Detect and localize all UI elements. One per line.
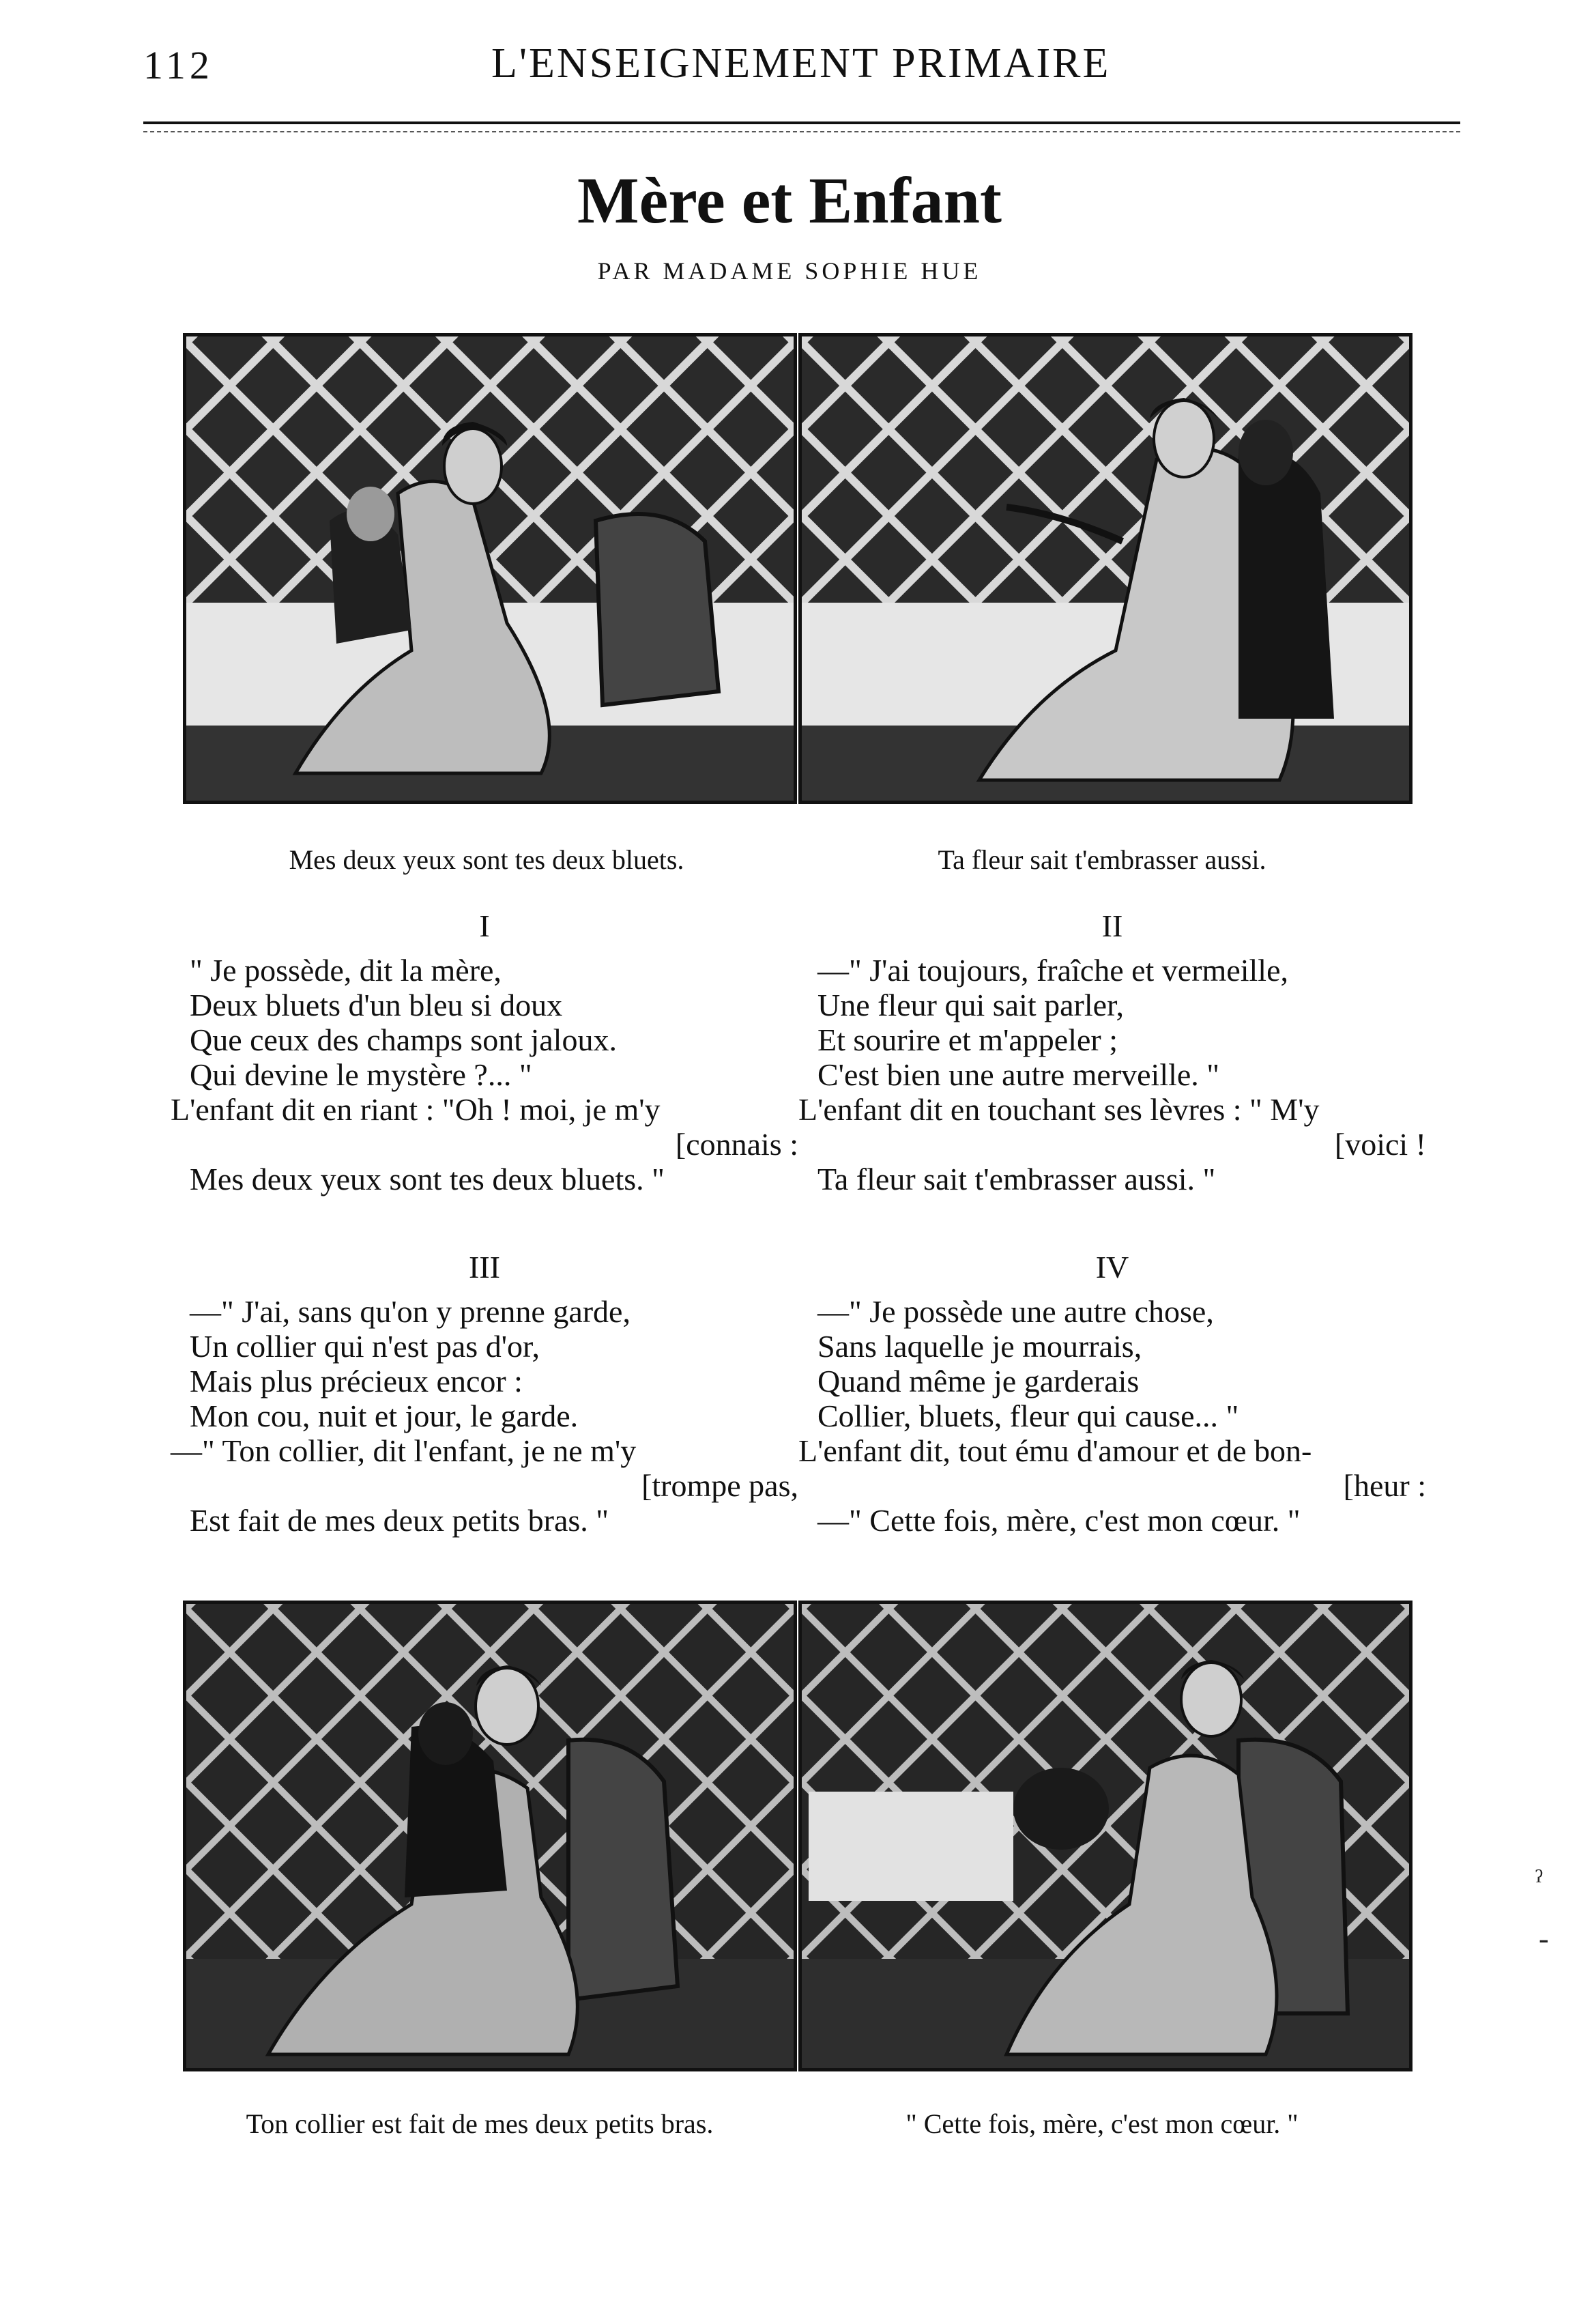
stanza-line: Qui devine le mystère ?... " [190, 1057, 532, 1092]
stanza-4 [798, 1294, 1426, 1538]
stanza-line: Est fait de mes deux petits bras. " [190, 1503, 609, 1538]
caption-bottom-right: " Cette fois, mère, c'est mon cœur. " [906, 2108, 1299, 2139]
illustration-top-left [183, 333, 797, 804]
caption-top-right: Ta fleur sait t'embrasser aussi. [938, 844, 1266, 875]
stanza-line: Et sourire et m'appeler ; [817, 1022, 1118, 1057]
stanza-line: —" J'ai, sans qu'on y prenne garde, [190, 1294, 631, 1329]
stanza-line: Quand même je garderais [817, 1364, 1140, 1398]
scan-artifact-mark: ˀ [1535, 1864, 1543, 1897]
stanza-numeral-4: IV [1095, 1250, 1129, 1285]
article-title: Mère et Enfant [577, 164, 1002, 237]
stanza-line: —" Ton collier, dit l'enfant, je ne m'y [171, 1433, 637, 1468]
stanza-line: Mais plus précieux encor : [190, 1364, 523, 1398]
stanza-numeral-1: I [479, 908, 490, 943]
engraving-child-embracing-mother [186, 1604, 794, 2068]
stanza-line: Sans laquelle je mourrais, [817, 1329, 1142, 1364]
engraving-mother-child-seated [186, 336, 794, 801]
stanza-line: —" J'ai toujours, fraîche et vermeille, [817, 953, 1288, 988]
stanza-line: Un collier qui n'est pas d'or, [190, 1329, 540, 1364]
stanza-numeral-2: II [1101, 908, 1123, 943]
stanza-numeral-3: III [469, 1250, 500, 1285]
stanza-line: —" Cette fois, mère, c'est mon cœur. " [817, 1503, 1301, 1538]
caption-bottom-left: Ton collier est fait de mes deux petits bras. [246, 2108, 714, 2139]
stanza-3 [171, 1294, 798, 1538]
stanza-line: Deux bluets d'un bleu si doux [190, 988, 563, 1022]
stanza-line: Collier, bluets, fleur qui cause... " [817, 1398, 1239, 1433]
engraving-child-head-on-mother-lap [802, 1604, 1409, 2068]
article-byline: PAR MADAME SOPHIE HUE [597, 257, 982, 285]
scan-artifact-mark: - [1539, 1922, 1549, 1955]
stanza-line: Mon cou, nuit et jour, le garde. [190, 1398, 579, 1433]
stanza-line-continuation: [heur : [1343, 1468, 1426, 1503]
engraving-mother-holding-flower [802, 336, 1409, 801]
header-rule-dashed [143, 131, 1460, 132]
stanza-line: —" Je possède une autre chose, [817, 1294, 1214, 1329]
stanza-line: L'enfant dit en touchant ses lèvres : " M'y [798, 1092, 1320, 1127]
illustration-bottom-left [183, 1601, 797, 2071]
stanza-line-continuation: [voici ! [1334, 1127, 1426, 1162]
header-rule [143, 121, 1460, 124]
running-title: L'ENSEIGNEMENT PRIMAIRE [491, 40, 1111, 87]
page-number: 112 [143, 43, 214, 87]
stanza-line: C'est bien une autre merveille. " [817, 1057, 1220, 1092]
caption-top-left: Mes deux yeux sont tes deux bluets. [289, 844, 684, 875]
stanza-1 [171, 953, 798, 1196]
stanza-line: Mes deux yeux sont tes deux bluets. " [190, 1162, 665, 1196]
stanza-line-continuation: [connais : [675, 1127, 798, 1162]
stanza-line: L'enfant dit en riant : "Oh ! moi, je m'y [171, 1092, 661, 1127]
stanza-line: Une fleur qui sait parler, [817, 988, 1125, 1022]
stanza-line: Que ceux des champs sont jaloux. [190, 1022, 617, 1057]
stanza-line: " Je possède, dit la mère, [190, 953, 502, 988]
stanza-line: Ta fleur sait t'embrasser aussi. " [817, 1162, 1216, 1196]
stanza-line: L'enfant dit, tout ému d'amour et de bon- [798, 1433, 1312, 1468]
illustration-bottom-right [798, 1601, 1413, 2071]
stanza-2 [798, 953, 1426, 1196]
illustration-top-right [798, 333, 1413, 804]
stanza-line-continuation: [trompe pas, [641, 1468, 798, 1503]
